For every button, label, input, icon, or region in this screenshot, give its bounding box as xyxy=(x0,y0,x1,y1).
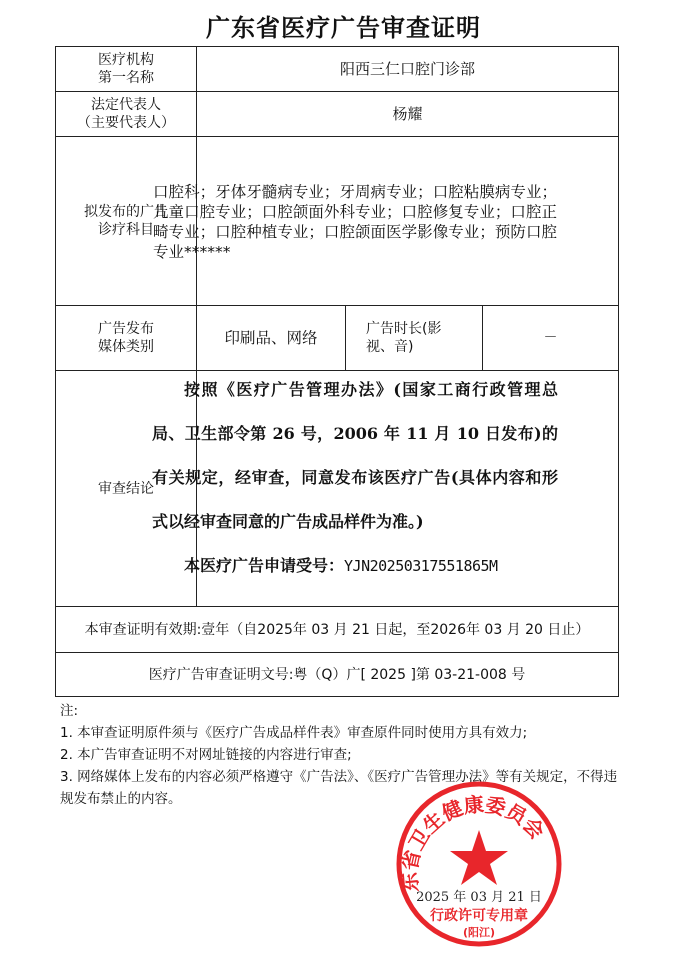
conclusion-paragraph: 按照《医疗广告管理办法》(国家工商行政管理总局、卫生部令第 26 号，2006 年 11 月 10 日发布)的有关规定，经审查，同意发布该医疗广告(具体内容和形式以经审查同意的广告成品样件为准。) xyxy=(152,380,558,531)
validity-period: 本审查证明有效期:壹年（自2025年 03 月 21 日起，至2026年 03 月 20 日止） xyxy=(84,621,590,638)
certificate-number: 医疗广告审查证明文号:粤（Q）广[ 2025 ]第 03-21-008 号 xyxy=(148,666,526,683)
scope-value: 口腔科；牙体牙髓病专业；牙周病专业；口腔粘膜病专业；儿童口腔专业；口腔颌面外科专业；口腔修复专业；口腔正畸专业；口腔种植专业；口腔颌面医学影像专业；预防口腔专业****** xyxy=(153,183,557,261)
seal-line2: (阳江) xyxy=(462,926,496,939)
legal-rep-value: 杨耀 xyxy=(392,105,423,123)
media-value: 印刷品、网络 xyxy=(224,329,318,347)
duration-value: － xyxy=(543,330,558,346)
seal-arc-text: 东省卫生健康委员会 xyxy=(397,791,550,894)
seal-star-icon xyxy=(450,830,508,885)
document-title: 广东省医疗广告审查证明 xyxy=(206,14,481,42)
media-label: 广告发布 媒体类别 xyxy=(98,321,154,355)
notes-heading: 注: xyxy=(60,703,79,719)
duration-label: 广告时长(影 视、音) xyxy=(366,321,442,355)
application-number-line xyxy=(152,544,558,588)
review-conclusion xyxy=(152,368,558,588)
application-number-value: YJN20250317551865M xyxy=(344,557,498,575)
institution-label: 医疗机构 第一名称 xyxy=(98,52,154,86)
institution-value: 阳西三仁口腔门诊部 xyxy=(339,60,475,78)
note-item: 3. 网络媒体上发布的内容必须严格遵守《广告法》、《医疗广告管理办法》等有关规定，不得违规发布禁止的内容。 xyxy=(60,769,618,807)
seal-date: 2025 年 03 月 21 日 xyxy=(416,890,542,905)
legal-rep-label: 法定代表人 （主要代表人） xyxy=(77,97,175,131)
note-item: 2. 本广告审查证明不对网址链接的内容进行审查; xyxy=(60,747,352,763)
official-seal xyxy=(393,778,565,950)
seal-line1: 行政许可专用章 xyxy=(430,908,528,924)
note-item: 1. 本审查证明原件须与《医疗广告成品样件表》审查原件同时使用方具有效力; xyxy=(60,725,528,741)
conclusion-label: 审查结论 xyxy=(98,480,154,497)
application-number-label: 本医疗广告申请受号： xyxy=(184,556,345,575)
scope-label: 拟发布的广告 诊疗科目 xyxy=(84,204,168,238)
